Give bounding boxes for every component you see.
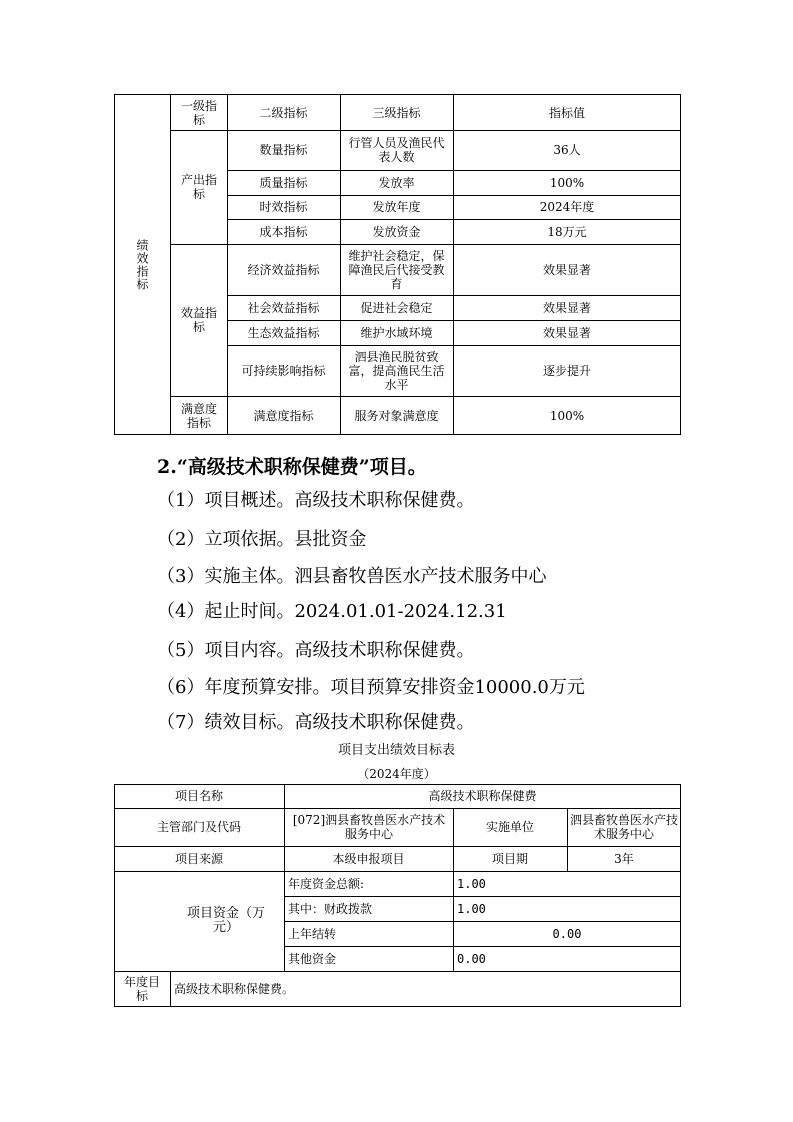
table-cell: 社会效益指标	[247, 300, 320, 315]
table-cell: 36人	[553, 143, 581, 157]
table-cell: 可持续影响指标	[241, 363, 326, 378]
header-level1: 一级指标	[180, 98, 217, 127]
list-item: （2）立项依据。县批资金	[157, 529, 367, 550]
fund-row-label: 其他资金	[288, 951, 337, 966]
project-source-value: 本级申报项目	[332, 851, 405, 866]
project-period-label: 项目期	[491, 851, 528, 866]
table-cell: 100%	[549, 408, 585, 423]
table-cell: 生态效益指标	[247, 325, 320, 340]
table-cell: 时效指标	[259, 200, 308, 214]
table-cell: 质量指标	[259, 175, 308, 190]
table-subtitle: （2024年度）	[357, 767, 436, 781]
list-item: （1）项目概述。高级技术职称保健费。	[157, 490, 475, 511]
table-cell: 2024年度	[539, 200, 595, 214]
fund-row-label: 上年结转	[288, 926, 337, 941]
project-name-label: 项目名称	[174, 789, 223, 803]
fund-row-value: 1.00	[457, 901, 486, 916]
fund-row-value: 1.00	[457, 876, 486, 891]
annual-goal-label: 年度目标	[123, 975, 160, 1003]
project-funds-label: 项目资金（万元）	[186, 906, 265, 935]
header-level3: 三级指标	[372, 105, 421, 120]
table-cell: 促进社会稳定	[360, 300, 433, 315]
project-period-value: 3年	[614, 851, 634, 866]
table-cell: 逐步提升	[542, 363, 591, 378]
section-heading: 2.“高级技术职称保健费”项目。	[157, 456, 427, 478]
table-cell: 效果显著	[542, 262, 591, 277]
header-level2: 二级指标	[259, 105, 308, 120]
list-item: （7）绩效目标。高级技术职称保健费。	[157, 712, 475, 733]
table-cell: 成本指标	[259, 224, 308, 239]
table-cell: 满意度指标	[253, 408, 314, 423]
output-indicator-label: 产出指标	[180, 173, 217, 201]
project-name-value: 高级技术职称保健费	[428, 789, 537, 803]
list-item: （6）年度预算安排。项目预算安排资金10000.0万元	[157, 677, 585, 698]
table-cell: 维护水域环境	[360, 325, 433, 340]
satisfaction-indicator-label: 满意度指标	[180, 401, 217, 430]
table-cell: 泗县渔民脱贫致富，提高渔民生活水平	[348, 349, 445, 392]
table-cell: 维护社会稳定，保障渔民后代接受教育	[348, 248, 445, 291]
project-source-label: 项目来源	[174, 851, 223, 866]
table-cell: 行管人员及渔民代表人数	[348, 136, 445, 164]
table-cell: 100%	[549, 175, 585, 190]
performance-indicators-label: 绩效指标	[135, 238, 149, 291]
table-cell: 发放资金	[372, 224, 421, 239]
fund-row-value: 0.00	[457, 951, 486, 966]
fund-row-value: 0.00	[552, 926, 582, 941]
table-cell: 18万元	[547, 224, 587, 239]
implementing-unit-value: 泗县畜牧兽医水产技术服务中心	[569, 813, 678, 841]
table-cell: 经济效益指标	[247, 262, 320, 277]
list-item: （4）起止时间。2024.01.01-2024.12.31	[157, 601, 507, 622]
header-value: 指标值	[548, 105, 585, 120]
implementing-unit-label: 实施单位	[485, 820, 534, 834]
table-cell: 效果显著	[542, 300, 591, 315]
table-cell: 发放率	[378, 175, 415, 190]
list-item: （5）项目内容。高级技术职称保健费。	[157, 640, 475, 661]
annual-goal-value: 高级技术职称保健费。	[174, 982, 295, 996]
fund-row-label: 其中：财政拨款	[288, 901, 373, 916]
department-value: [072]泗县畜牧兽医水产技术服务中心	[292, 813, 446, 841]
table-cell: 服务对象满意度	[354, 408, 439, 423]
table-cell: 发放年度	[372, 200, 421, 214]
fund-row-label: 年度资金总额:	[288, 876, 365, 891]
table-title: 项目支出绩效目标表	[337, 743, 455, 758]
table-cell: 效果显著	[542, 325, 591, 340]
table-cell: 数量指标	[259, 143, 308, 157]
benefit-indicator-label: 效益指标	[180, 306, 217, 334]
department-label: 主管部门及代码	[156, 820, 241, 834]
list-item: （3）实施主体。泗县畜牧兽医水产技术服务中心	[157, 566, 547, 587]
